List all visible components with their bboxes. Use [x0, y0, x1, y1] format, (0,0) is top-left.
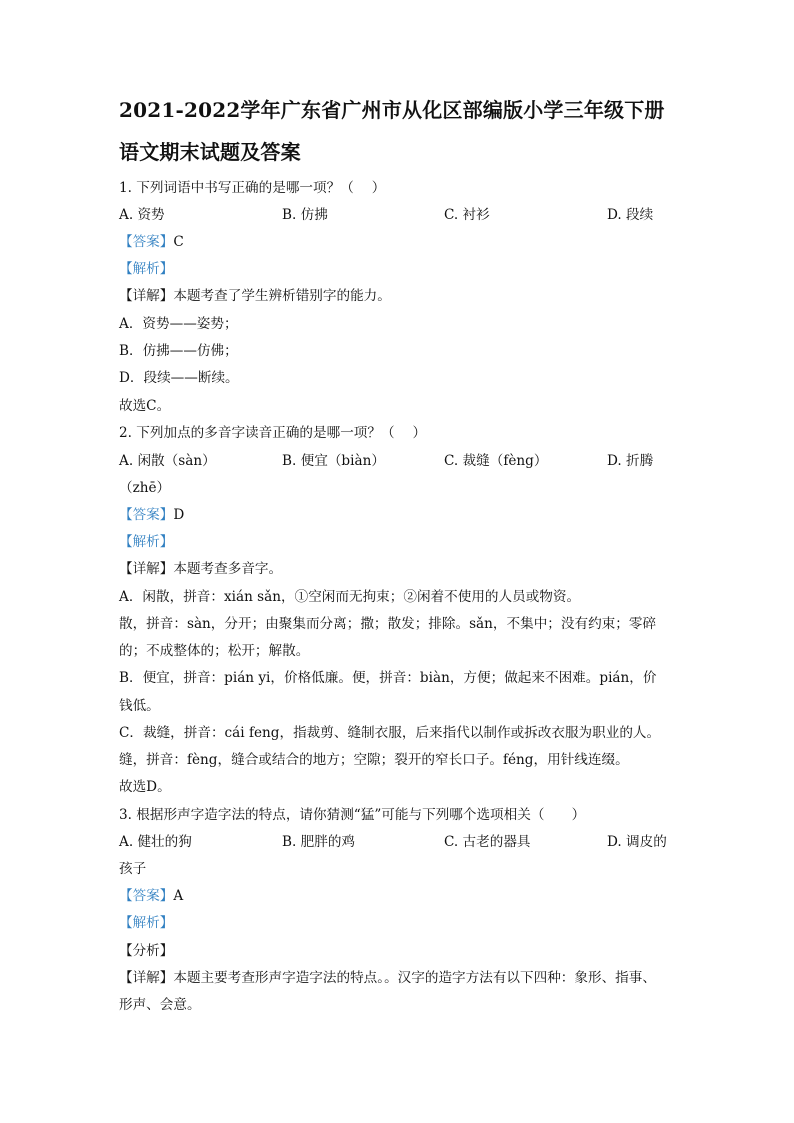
q1-option-a: A. 资势: [119, 207, 165, 223]
q3-stem: 3. 根据形声字造字法的特点，请你猜测“猛”可能与下列哪个选项相关（ ）: [119, 807, 586, 823]
q1-detail-text: 本题考查了学生辨析错别字的能力。: [173, 288, 391, 304]
q1-analysis-tag: 【解析】: [119, 261, 174, 277]
q2-answer-value: D: [173, 507, 185, 523]
answer-tag: 【答案】: [119, 888, 174, 904]
q2-option-a: A. 闲散（sàn）: [119, 453, 216, 469]
q2-detail: [119, 559, 679, 579]
q1-answer-value: C: [173, 234, 184, 250]
q1-detail-line-1: A．资势——姿势；: [119, 316, 238, 332]
q1-option-b: B. 仿拂: [282, 207, 328, 223]
q1-stem: 1. 下列词语中书写正确的是哪一项？（ ）: [119, 180, 386, 196]
q2-stem: 2. 下列加点的多音字读音正确的是哪一项？（ ）: [119, 425, 427, 441]
q1-option-c: C. 衬衫: [444, 207, 490, 223]
q1-detail: [119, 286, 679, 306]
q3-option-a: A. 健壮的狗: [119, 834, 192, 850]
answer-tag: 【答案】: [119, 234, 174, 250]
q3-answer: [119, 886, 679, 906]
q2-option-b: B. 便宜（biàn）: [282, 453, 385, 469]
document-title-line-2: 语文期末试题及答案: [119, 140, 301, 164]
q2-option-c: C. 裁缝（fèng）: [444, 453, 548, 469]
q3-detail-line-2: 形声、会意。: [119, 997, 201, 1013]
q2-option-d: D. 折腾: [607, 453, 654, 469]
document-title-line-1: 2021-2022学年广东省广州市从化区部编版小学三年级下册: [119, 98, 665, 122]
q3-answer-value: A: [173, 888, 184, 904]
q3-option-c: C. 古老的器具: [444, 834, 531, 850]
q2-detail-line-5: 钱低。: [119, 698, 160, 714]
q2-analysis-tag: 【解析】: [119, 534, 174, 550]
q1-conclusion: 故选C。: [119, 398, 171, 414]
q2-detail-line-2: 散，拼音：sàn，分开；由聚集而分离；撒；散发；排除。sǎn，不集中；没有约束；零碎: [119, 616, 657, 632]
q2-detail-line-6: C．裁缝，拼音：cái feng，指裁剪、缝制衣服，后来指代以制作或拆改衣服为职业的人。: [119, 725, 661, 741]
q1-detail-line-2: B．仿拂——仿佛；: [119, 343, 238, 359]
q2-detail-line-4: B．便宜，拼音：pián yi，价格低廉。便，拼音：biàn，方便；做起来不困难。pián，价: [119, 670, 657, 686]
q2-detail-line-1: A．闲散，拼音：xián sǎn，①空闲而无拘束；②闲着不使用的人员或物资。: [119, 589, 581, 605]
detail-tag: 【详解】: [119, 970, 174, 986]
detail-tag: 【详解】: [119, 288, 174, 304]
detail-tag: 【详解】: [119, 561, 174, 577]
q2-option-d-wrap: （zhē）: [119, 480, 171, 496]
q3-option-b: B. 肥胖的鸡: [282, 834, 356, 850]
q2-detail-line-3: 的；不成整体的；松开；解散。: [119, 643, 310, 659]
q3-option-d-wrap: 孩子: [119, 861, 147, 877]
q1-option-d: D. 段续: [607, 207, 654, 223]
q1-answer: [119, 232, 679, 252]
q3-fenxi-tag: 【分析】: [119, 943, 174, 959]
answer-tag: 【答案】: [119, 507, 174, 523]
q1-detail-line-3: D．段续——断续。: [119, 370, 239, 386]
q2-answer: [119, 505, 679, 525]
q2-conclusion: 故选D。: [119, 779, 171, 795]
q3-detail: [119, 968, 679, 988]
q2-detail-text: 本题考查多音字。: [173, 561, 283, 577]
q3-option-d: D. 调皮的: [607, 834, 667, 850]
q3-detail-text: 本题主要考查形声字造字法的特点。。汉字的造字方法有以下四种：象形、指事、: [173, 970, 656, 986]
q2-detail-line-7: 缝，拼音：fèng，缝合或结合的地方；空隙；裂开的窄长口子。féng，用针线连缀。: [119, 752, 629, 768]
q3-analysis-tag: 【解析】: [119, 915, 174, 931]
